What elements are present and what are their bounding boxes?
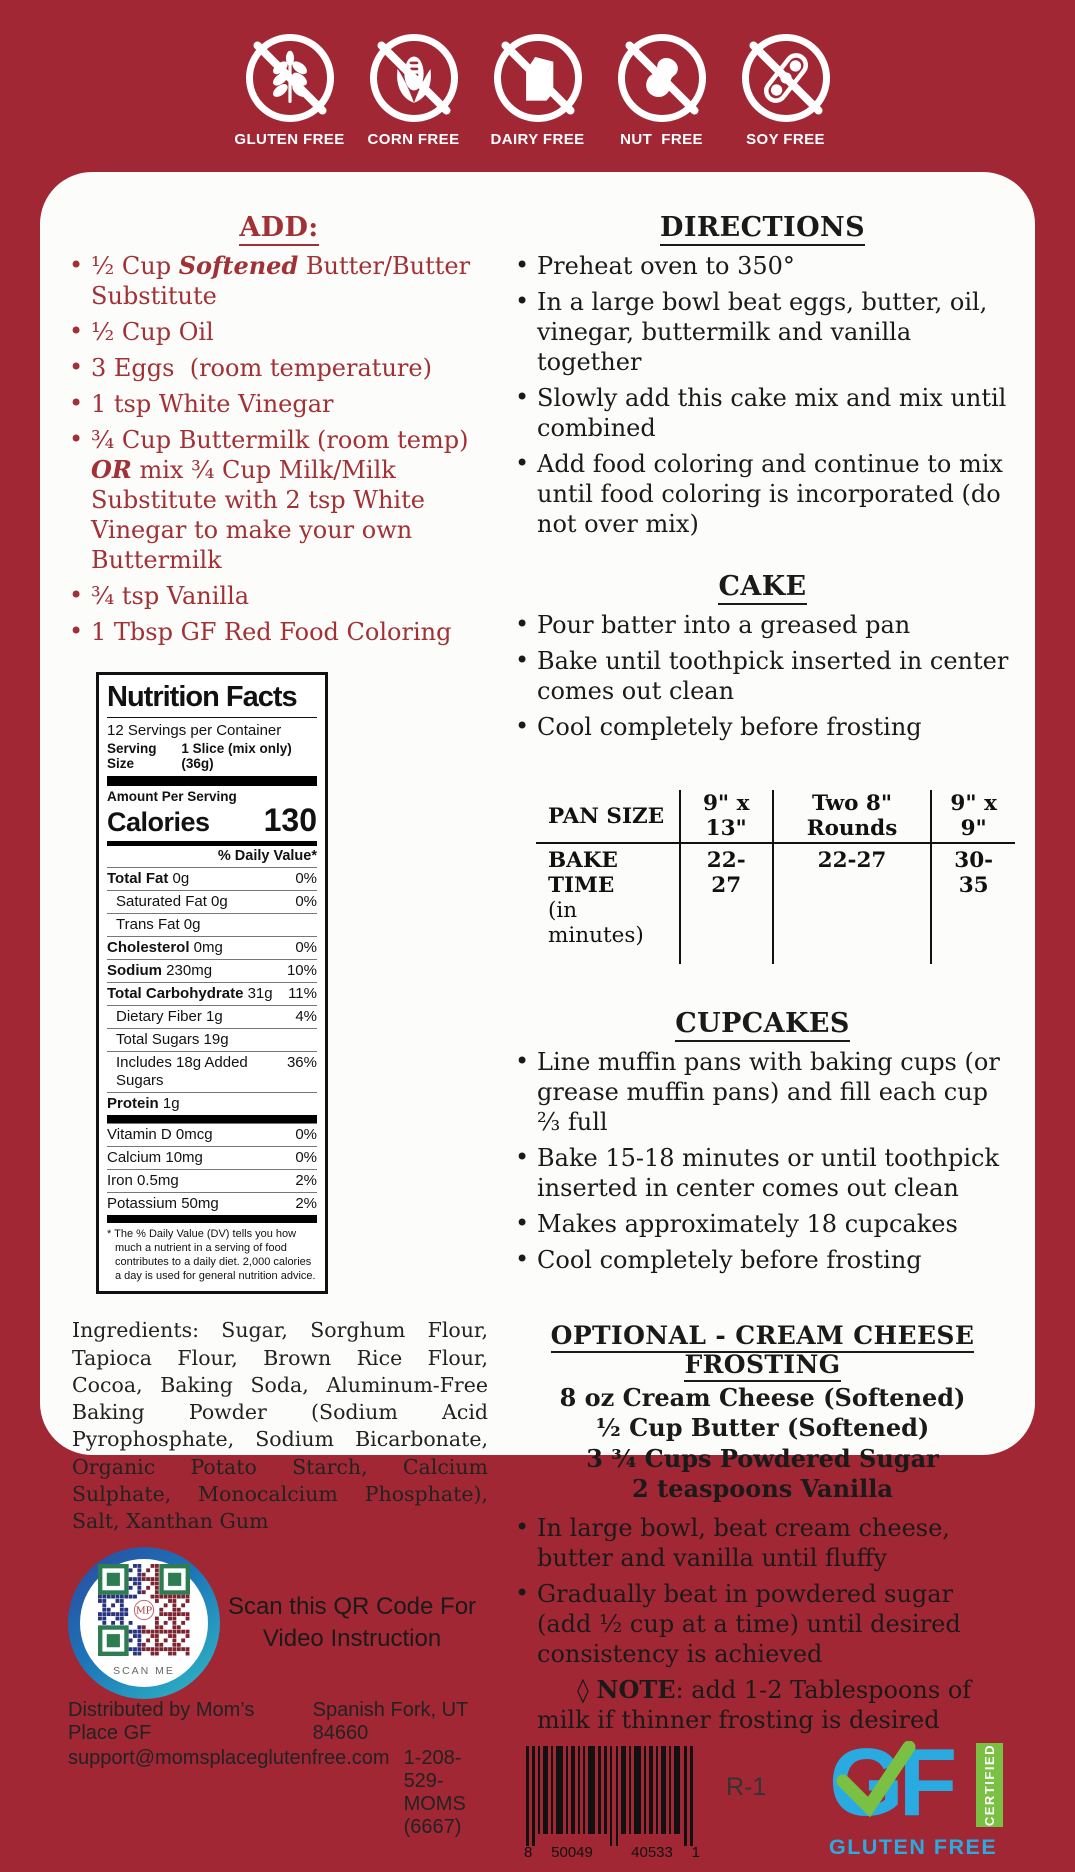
- badge-label: SOY FREE: [746, 131, 825, 148]
- list-item: • ½ Cup Softened Butter/Butter Substitute: [64, 251, 494, 311]
- table-value-cell: 22-27: [680, 843, 773, 964]
- milk-carton-icon: [494, 34, 582, 122]
- allergen-badge: [735, 34, 837, 148]
- nutrient-rows: [107, 867, 317, 1115]
- add-heading: ADD:: [64, 212, 494, 243]
- list-item: • Bake 15-18 minutes or until toothpick inserted in center comes out clean: [510, 1143, 1015, 1203]
- cake-heading: CAKE: [510, 571, 1015, 602]
- badge-label: NUT FREE: [620, 131, 703, 148]
- table-header-cell: 9" x 9": [931, 790, 1015, 843]
- qr-code: [68, 1547, 220, 1699]
- cupcakes-list: [510, 1047, 1015, 1281]
- amount-per-serving: Amount Per Serving: [107, 789, 237, 804]
- nutrient-row: Iron 0.5mg 2%: [107, 1169, 317, 1192]
- nutrient-row: Saturated Fat 0g 0%: [107, 890, 317, 913]
- list-item: • Cool completely before frosting: [510, 712, 1015, 742]
- distributed-by: Distributed by Mom’s Place GF: [68, 1699, 255, 1745]
- gluten-free-label: GLUTEN FREE: [829, 1834, 998, 1859]
- list-item: • ½ Cup Oil: [64, 317, 494, 347]
- nutrient-row: Calcium 10mg 0%: [107, 1146, 317, 1169]
- nutrient-row: Potassium 50mg 2%: [107, 1192, 317, 1215]
- allergen-badges: [0, 34, 1075, 148]
- list-item: • Makes approximately 18 cupcakes: [510, 1209, 1015, 1239]
- divider: [107, 776, 317, 786]
- vitamin-rows: [107, 1123, 317, 1215]
- nutrient-row: Vitamin D 0mcg 0%: [107, 1123, 317, 1146]
- product-code: R-1: [726, 1772, 767, 1801]
- soy-pod-icon: [742, 34, 830, 122]
- qr-scan-me-label: SCAN ME: [113, 1665, 175, 1678]
- daily-value-header: % Daily Value*: [217, 848, 317, 864]
- divider: [107, 1215, 317, 1223]
- qr-pattern: [98, 1564, 190, 1656]
- directions-list: [510, 251, 1015, 545]
- serving-size-value: 1 Slice (mix only) (36g): [181, 741, 292, 771]
- list-item: • Add food coloring and continue to mix until food coloring is incorporated (do not over mix): [510, 449, 1015, 539]
- badge-label: GLUTEN FREE: [234, 131, 345, 148]
- badge-label: CORN FREE: [367, 131, 460, 148]
- daily-value-footnote: * The % Daily Value (DV) tells you how much a nutrient in a serving of food contributes to a daily diet. 2,000 calories a day is used for general nutrition advice.: [107, 1228, 316, 1283]
- divider: [107, 1115, 317, 1123]
- calories-label: Calories: [107, 807, 210, 837]
- nutrient-row: Trans Fat 0g: [107, 913, 317, 936]
- qr-caption: [220, 1591, 494, 1656]
- frosting-ingredients: [510, 1383, 1015, 1505]
- distributor-city: Spanish Fork, UT 84660: [312, 1699, 468, 1745]
- qr-caption-line2: Video Instruction: [262, 1625, 442, 1653]
- serving-size-label: Serving Size: [107, 741, 157, 771]
- nutrient-row: Dietary Fiber 1g 4%: [107, 1005, 317, 1028]
- certified-label: CERTIFIED: [982, 1743, 997, 1826]
- list-item: • ¾ tsp Vanilla: [64, 581, 494, 611]
- allergen-badge: [234, 34, 345, 148]
- calories-value: 130: [263, 802, 317, 838]
- table-value-row: [536, 843, 1015, 964]
- allergen-badge: [363, 34, 465, 148]
- nutrition-title: Nutrition Facts: [107, 681, 317, 718]
- nutrient-row: Sodium 230mg 10%: [107, 959, 317, 982]
- nutrient-row: Includes 18g Added Sugars 36%: [107, 1051, 317, 1092]
- corn-icon: [370, 34, 458, 122]
- cake-list: [510, 610, 1015, 748]
- list-item: • Preheat oven to 350°: [510, 251, 1015, 281]
- table-value-cell: 30-35: [931, 843, 1015, 964]
- frosting-ingredient-line: ½ Cup Butter (Softened): [595, 1413, 930, 1443]
- serving-size-row: [107, 741, 317, 771]
- support-email: support@momsplaceglutenfree.com: [68, 1747, 390, 1770]
- upc-barcode: [524, 1746, 700, 1860]
- servings-per-container: 12 Servings per Container: [107, 722, 282, 739]
- nutrient-row: Protein 1g: [107, 1092, 317, 1115]
- list-item: • Bake until toothpick inserted in center comes out clean: [510, 646, 1015, 706]
- qr-row: [68, 1547, 494, 1699]
- list-item: • In large bowl, beat cream cheese, butter and vanilla until fluffy: [510, 1513, 1015, 1573]
- directions-heading: DIRECTIONS: [510, 212, 1015, 243]
- nutrient-row: Total Sugars 19g: [107, 1028, 317, 1051]
- distributor-info: [64, 1699, 494, 1855]
- list-item: • 1 Tbsp GF Red Food Coloring: [64, 617, 494, 647]
- allergen-badge: [611, 34, 713, 148]
- ingredients-text: Ingredients: Sugar, Sorghum Flour, Tapioca Flour, Brown Rice Flour, Cocoa, Baking Soda, Aluminum-Free Baking Powder (Sodium Acid Pyrophosphate, Sodium Bicarbonate, Organic Potato Starch, Calcium Sulphate, Monocalcium Phosphate), Salt, Xanthan Gum: [72, 1318, 488, 1534]
- list-item: • 1 tsp White Vinegar: [64, 389, 494, 419]
- allergen-badge: [487, 34, 589, 148]
- gf-certified-logo: [829, 1728, 1009, 1860]
- bake-time-table: [536, 790, 1015, 964]
- certified-tab: [976, 1743, 1003, 1827]
- table-header-cell: 9" x 13": [680, 790, 773, 843]
- label-card: [40, 172, 1035, 1860]
- frosting-ingredient-line: 2 teaspoons Vanilla: [632, 1474, 893, 1504]
- support-phone: 1-208-529-MOMS (6667): [403, 1747, 466, 1839]
- right-column: [510, 212, 1016, 1860]
- barcode-digit-left: 8: [524, 1843, 533, 1860]
- frosting-note: ◊ NOTE: add 1-2 Tablespoons of milk if thinner frosting is desired: [537, 1674, 979, 1734]
- table-header-cell: PAN SIZE: [536, 790, 680, 843]
- svg-text:MP: MP: [135, 1605, 153, 1617]
- nutrient-row: Total Fat 0g 0%: [107, 867, 317, 890]
- nutrient-row: Total Carbohydrate 31g 11%: [107, 982, 317, 1005]
- table-row-label: BAKE TIME (in minutes): [548, 848, 644, 948]
- list-item: • 3 Eggs (room temperature): [64, 353, 494, 383]
- barcode-digits-mid2: 40533: [631, 1843, 673, 1860]
- table-value-cell: 22-27: [773, 843, 932, 964]
- list-item: • Line muffin pans with baking cups (or grease muffin pans) and fill each cup ⅔ full: [510, 1047, 1015, 1137]
- barcode-digit-right: 1: [691, 1843, 700, 1860]
- frosting-steps: [510, 1513, 1015, 1741]
- barcode-digits-mid1: 50049: [551, 1843, 593, 1860]
- gf-letters: GF: [829, 1728, 953, 1836]
- wheat-icon: [246, 34, 334, 122]
- nutrition-facts-label: [96, 672, 328, 1294]
- calories-row: [107, 802, 317, 839]
- left-column: [64, 212, 494, 1839]
- list-item: • Cool completely before frosting: [510, 1245, 1015, 1275]
- frosting-heading: OPTIONAL - CREAM CHEESE FROSTING: [510, 1321, 1015, 1379]
- table-header-row: [536, 790, 1015, 843]
- checkmark-icon: [831, 1741, 917, 1819]
- list-item: • Gradually beat in powdered sugar (add ½ cup at a time) until desired consistency is achieved: [510, 1579, 1015, 1669]
- table-header-cell: Two 8" Rounds: [773, 790, 932, 843]
- list-item: • Slowly add this cake mix and mix until combined: [510, 383, 1015, 443]
- frosting-ingredient-line: 8 oz Cream Cheese (Softened): [559, 1383, 966, 1412]
- cupcakes-heading: CUPCAKES: [510, 1008, 1015, 1039]
- qr-caption-line1: Scan this QR Code For: [227, 1592, 477, 1620]
- badge-label: DAIRY FREE: [490, 131, 585, 148]
- list-item: • In a large bowl beat eggs, butter, oil, vinegar, buttermilk and vanilla together: [510, 287, 1015, 377]
- add-list: [64, 251, 494, 653]
- peanut-icon: [618, 34, 706, 122]
- list-item: • ¾ Cup Buttermilk (room temp) OR mix ¾ Cup Milk/Milk Substitute with 2 tsp White Vinegar to make your own Buttermilk: [64, 425, 494, 575]
- frosting-ingredient-line: 3 ¾ Cups Powdered Sugar: [586, 1443, 939, 1473]
- list-item: • Pour batter into a greased pan: [510, 610, 1015, 640]
- nutrient-row: Cholesterol 0mg 0%: [107, 936, 317, 959]
- bottom-row: [510, 1728, 1015, 1872]
- barcode-bars: [524, 1746, 700, 1860]
